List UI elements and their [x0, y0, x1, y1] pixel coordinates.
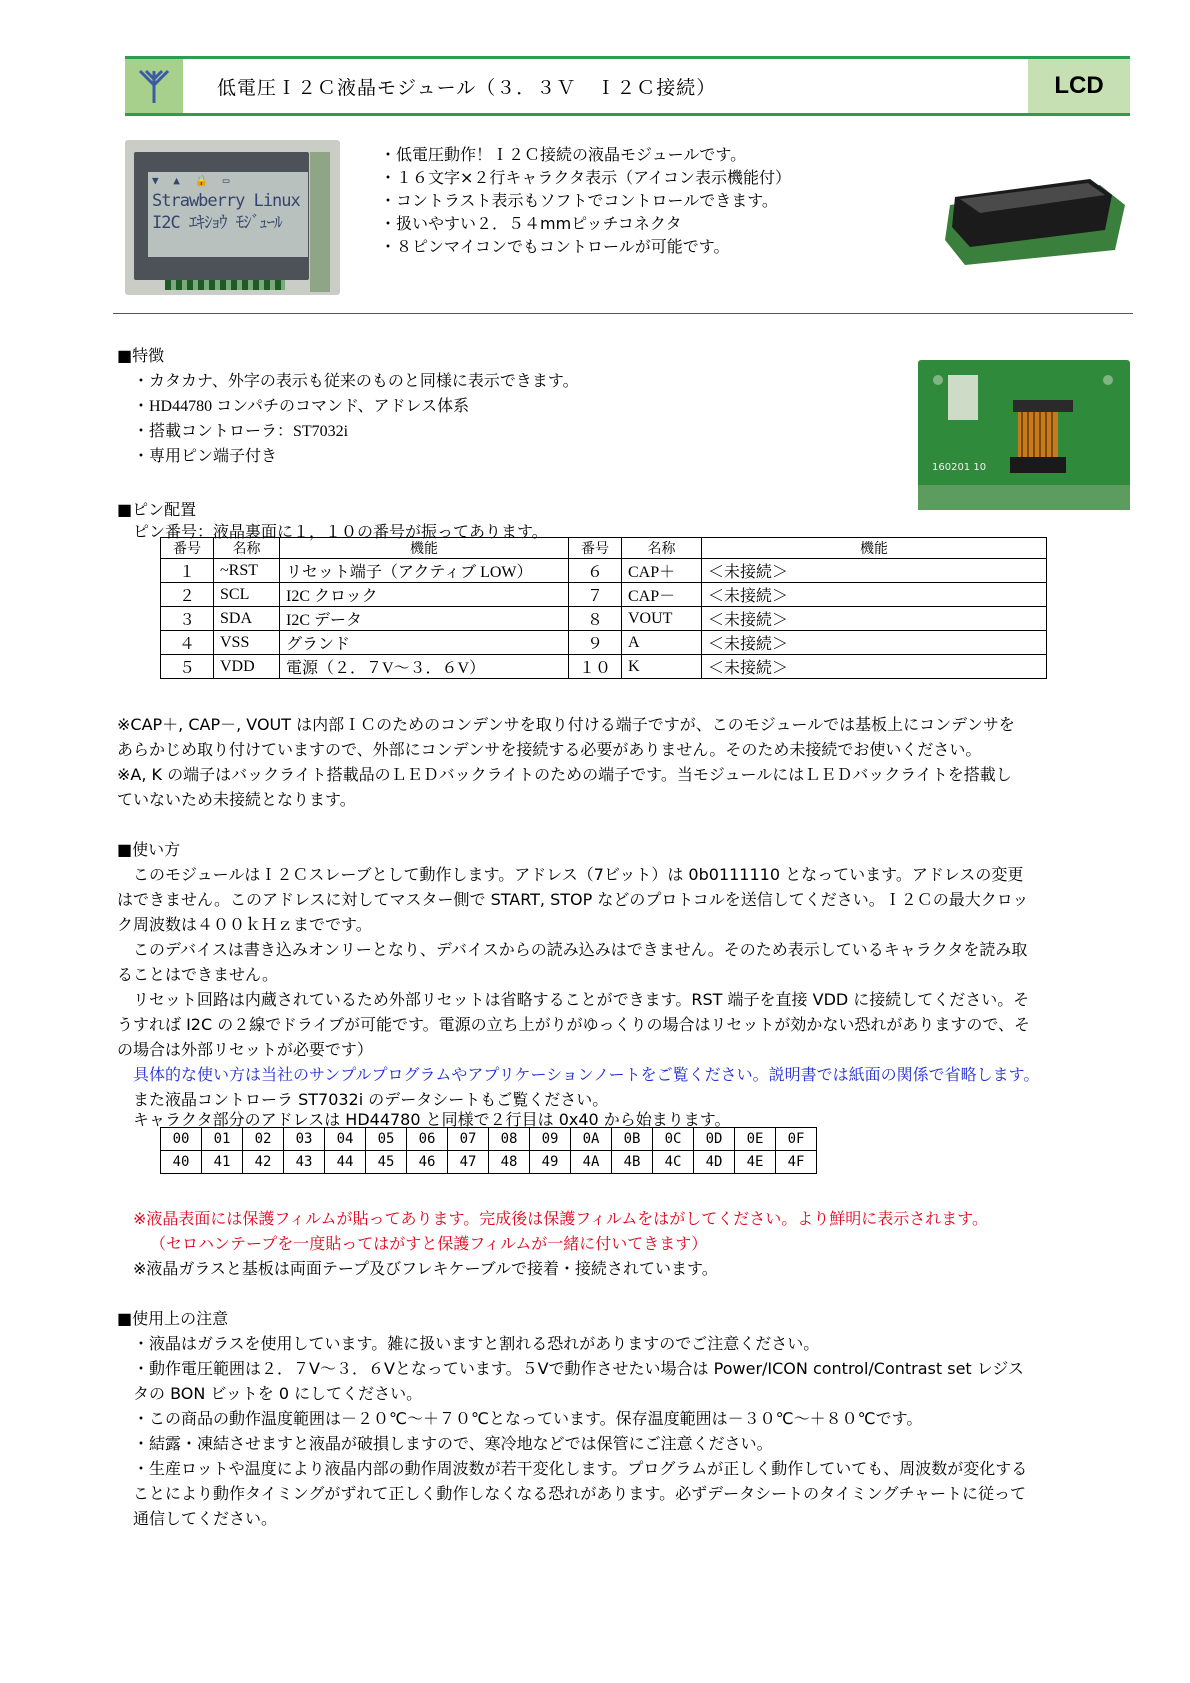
address-cell: 42: [243, 1151, 284, 1174]
header-icon-box: [125, 59, 183, 113]
feature-detail: ・搭載コントローラ：ST7032i: [133, 423, 349, 440]
lcd-line-2: I2C ｴｷｼｮｳ ﾓｼﾞｭｰﾙ: [152, 213, 282, 233]
feature-detail: ・カタカナ、外字の表示も従来のものと同様に表示できます。: [133, 371, 579, 390]
table-row: [161, 1128, 817, 1151]
note-line: あらかじめ取り付けていますので、外部にコンデンサを接続する必要がありません。そのため未接続でお使いください。: [117, 740, 982, 759]
table-row: [161, 655, 1047, 679]
header-cell: 番号: [569, 538, 622, 559]
protective-film-warning: ※液晶表面には保護フィルムが貼ってあります。完成後は保護フィルムをはがしてください。より鮮明に表示されます。: [133, 1209, 989, 1228]
usage-line: ることはできません。: [117, 965, 278, 984]
lcd-module-photo: [125, 140, 340, 295]
table-row: [161, 607, 1047, 631]
pin-number: １０: [569, 655, 622, 679]
lcd-pcb-edge: [310, 152, 330, 292]
pin-table: [160, 537, 1047, 679]
antenna-icon: [136, 67, 172, 105]
usage-line: このモジュールはＩ２Ｃスレーブとして動作します。アドレス（7ビット）は 0b0111110 となっています。アドレスの変更: [133, 865, 1024, 884]
address-cell: 08: [489, 1128, 530, 1151]
protective-film-tip: （セロハンテープを一度貼ってはがすと保護フィルムが一緒に付いてきます）: [150, 1234, 708, 1253]
module-side-photo: [940, 175, 1130, 265]
pin-function: リセット端子（アクティブ LOW）: [280, 559, 569, 583]
sample-program-note: 具体的な使い方は当社のサンプルプログラムやアプリケーションノートをご覧ください。説明書では紙面の関係で省略します。: [133, 1065, 1040, 1084]
pin-name: SDA: [214, 607, 280, 631]
lcd-pin-header: [165, 280, 285, 290]
usage-line: はできません。このアドレスに対してマスター側で START, STOP などのプロトコルを送信してください。Ｉ２Ｃの最大クロッ: [117, 890, 1029, 909]
caution-heading: ■使用上の注意: [117, 1309, 229, 1328]
pin-function: I2C データ: [280, 607, 569, 631]
features-heading: ■特徴: [117, 346, 165, 365]
caution-line: タの BON ビットを 0 にしてください。: [133, 1384, 423, 1403]
pin-number: ３: [161, 607, 214, 631]
caution-line: ・この商品の動作温度範囲は－２０℃～＋７０℃となっています。保存温度範囲は－３０℃～＋８０℃です。: [133, 1409, 923, 1428]
pin-function: ＜未接続＞: [702, 655, 1047, 679]
address-cell: 01: [202, 1128, 243, 1151]
pin-function: 電源（２．７V～３．６V）: [280, 655, 569, 679]
table-row: [161, 559, 1047, 583]
address-cell: 04: [325, 1128, 366, 1151]
pcb-back-photo: [918, 360, 1130, 510]
caution-line: 通信してください。: [133, 1509, 278, 1528]
pin-name: ~RST: [214, 559, 280, 583]
pin-number: ８: [569, 607, 622, 631]
pin-name: VSS: [214, 631, 280, 655]
address-cell: 4F: [776, 1151, 817, 1174]
pin-function: ＜未接続＞: [702, 631, 1047, 655]
pin-function: ＜未接続＞: [702, 583, 1047, 607]
pin-function: ＜未接続＞: [702, 607, 1047, 631]
caution-line: ことにより動作タイミングがずれて正しく動作しなくなる恐れがあります。必ずデータシートのタイミングチャートに従って: [133, 1484, 1026, 1503]
address-cell: 0A: [571, 1128, 612, 1151]
caution-line: ・結露・凍結させますと液晶が破損しますので、寒冷地などでは保管にご注意ください。: [133, 1434, 773, 1453]
svg-text:160201 10: 160201 10: [932, 462, 987, 473]
address-cell: 0E: [735, 1128, 776, 1151]
address-cell: 06: [407, 1128, 448, 1151]
address-cell: 4A: [571, 1151, 612, 1174]
feature-item: ・低電圧動作！Ｉ２Ｃ接続の液晶モジュールです。: [380, 145, 747, 164]
table-row: [161, 583, 1047, 607]
caution-line: ・液晶はガラスを使用しています。雑に扱いますと割れる恐れがありますのでご注意ください。: [133, 1334, 820, 1353]
pin-function: I2C クロック: [280, 583, 569, 607]
header-cell: 機能: [280, 538, 569, 559]
glass-bonding-note: ※液晶ガラスと基板は両面テープ及びフレキケーブルで接着・接続されています。: [133, 1259, 718, 1278]
usage-line: このデバイスは書き込みオンリーとなり、デバイスからの読み込みはできません。そのため表示しているキャラクタを読み取: [133, 940, 1028, 959]
feature-item: ・扱いやすい２．５４mmピッチコネクタ: [380, 214, 682, 233]
usage-heading: ■使い方: [117, 840, 181, 859]
address-cell: 45: [366, 1151, 407, 1174]
feature-item: ・１６文字×２行キャラクタ表示（アイコン表示機能付）: [380, 168, 792, 187]
address-cell: 40: [161, 1151, 202, 1174]
address-cell: 4B: [612, 1151, 653, 1174]
address-cell: 0C: [653, 1128, 694, 1151]
note-line: ※A, K の端子はバックライト搭載品のＬＥＤバックライトのための端子です。当モジュールにはＬＥＤバックライトを搭載し: [117, 765, 1012, 784]
lcd-glass: [134, 152, 309, 280]
header-cell: 機能: [702, 538, 1047, 559]
address-cell: 44: [325, 1151, 366, 1174]
address-table: [160, 1127, 817, 1174]
pin-name: SCL: [214, 583, 280, 607]
address-cell: 4D: [694, 1151, 735, 1174]
lcd-status-icons: ▼ ▲ 🔒 ▭: [152, 174, 234, 187]
address-cell: 09: [530, 1128, 571, 1151]
header-cell: 番号: [161, 538, 214, 559]
lcd-line-1: Strawberry Linux: [152, 191, 300, 211]
address-cell: 4C: [653, 1151, 694, 1174]
pin-function: グランド: [280, 631, 569, 655]
feature-item: ・８ピンマイコンでもコントロールが可能です。: [380, 237, 730, 256]
header-bar: [125, 56, 1130, 116]
address-cell: 0F: [776, 1128, 817, 1151]
note-line: ていないため未接続となります。: [117, 790, 356, 809]
address-cell: 0D: [694, 1128, 735, 1151]
page-title: 低電圧Ｉ２Ｃ液晶モジュール（３．３Ｖ Ｉ２Ｃ接続）: [217, 77, 717, 99]
pin-number: ９: [569, 631, 622, 655]
caution-line: ・生産ロットや温度により液晶内部の動作周波数が若干変化します。プログラムが正しく動作していても、周波数が変化する: [133, 1459, 1028, 1478]
pin-name: A: [622, 631, 702, 655]
address-cell: 41: [202, 1151, 243, 1174]
pin-number: ６: [569, 559, 622, 583]
pin-name: CAP－: [622, 583, 702, 607]
pin-layout-heading: ■ピン配置: [117, 500, 197, 519]
caution-line: ・動作電圧範囲は２．７V～３．６Vとなっています。５Vで動作させたい場合は Power/ICON control/Contrast set レジス: [133, 1359, 1024, 1378]
address-cell: 07: [448, 1128, 489, 1151]
lcd-screen: [148, 172, 308, 257]
usage-line: ク周波数は４００ｋＨｚまでです。: [117, 915, 372, 934]
address-cell: 00: [161, 1128, 202, 1151]
usage-line: リセット回路は内蔵されているため外部リセットは省略することができます。RST 端子を直接 VDD に接続してください。そ: [133, 990, 1030, 1009]
table-row: [161, 1151, 817, 1174]
address-cell: 05: [366, 1128, 407, 1151]
datasheet-note: また液晶コントローラ ST7032i のデータシートもご覧ください。: [133, 1090, 609, 1109]
pin-name: VDD: [214, 655, 280, 679]
address-note: キャラクタ部分のアドレスは HD44780 と同様で２行目は 0x40 から始まります。: [133, 1110, 731, 1129]
pin-name: CAP＋: [622, 559, 702, 583]
address-cell: 48: [489, 1151, 530, 1174]
pin-number: ７: [569, 583, 622, 607]
address-cell: 46: [407, 1151, 448, 1174]
usage-line: の場合は外部リセットが必要です）: [117, 1040, 373, 1059]
pin-function: ＜未接続＞: [702, 559, 1047, 583]
address-cell: 03: [284, 1128, 325, 1151]
address-cell: 43: [284, 1151, 325, 1174]
feature-item: ・コントラスト表示もソフトでコントロールできます。: [380, 191, 778, 210]
note-line: ※CAP＋, CAP－, VOUT は内部ＩＣのためのコンデンサを取り付ける端子ですが、このモジュールでは基板上にコンデンサを: [117, 715, 1015, 734]
usage-line: うすれば I2C の２線でドライブが可能です。電源の立ち上がりがゆっくりの場合はリセットが効かない恐れがありますので、そ: [117, 1015, 1031, 1034]
feature-list: [380, 143, 791, 258]
pin-name: VOUT: [622, 607, 702, 631]
address-cell: 02: [243, 1128, 284, 1151]
address-cell: 4E: [735, 1151, 776, 1174]
feature-detail: ・HD44780 コンパチのコマンド、アドレス体系: [133, 398, 470, 415]
pin-number: ４: [161, 631, 214, 655]
header-cell: 名称: [622, 538, 702, 559]
pin-layout-note: ピン番号：液晶裏面に１，１０の番号が振ってあります。: [133, 522, 548, 541]
pin-number: ２: [161, 583, 214, 607]
pin-number: ５: [161, 655, 214, 679]
feature-detail: ・専用ピン端子付き: [133, 446, 278, 465]
pin-name: K: [622, 655, 702, 679]
pin-table-header: [161, 538, 1047, 559]
address-cell: 47: [448, 1151, 489, 1174]
header-cell: 名称: [214, 538, 280, 559]
address-cell: 49: [530, 1151, 571, 1174]
divider: [113, 313, 1133, 314]
pin-number: １: [161, 559, 214, 583]
lcd-tag: LCD: [1028, 59, 1130, 113]
pcb-back-drawing: [918, 360, 1130, 510]
table-row: [161, 631, 1047, 655]
address-cell: 0B: [612, 1128, 653, 1151]
